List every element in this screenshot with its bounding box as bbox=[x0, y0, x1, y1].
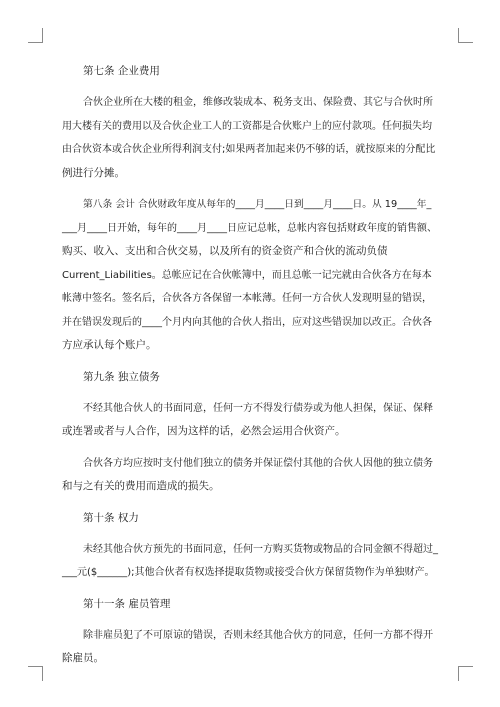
paragraph-line: 购买、收入、支出和合伙交易，以及所有的资金资产和合伙的流动负债 bbox=[62, 245, 388, 257]
section-heading: 第十一条 雇员管理 bbox=[83, 597, 171, 610]
section-heading: 第七条 企业费用 bbox=[83, 65, 160, 77]
paragraph-line: 帐薄中签名。签名后，合伙各方各保留一本帐薄。任何一方合伙人发现明显的错误， bbox=[62, 293, 432, 304]
paragraph-line: 除非雇员犯了不可原谅的错误，否则未经其他合伙方的同意，任何一方都不得开 bbox=[83, 629, 433, 641]
paragraph-line: 合伙企业所在大楼的租金，维修改装成本、税务支出、保险费、其它与合伙时所 bbox=[83, 97, 433, 108]
crop-mark-top-right bbox=[458, 28, 473, 43]
document-body bbox=[62, 60, 438, 671]
paragraph-line: 由合伙资本或合伙企业所得利润支付;如果两者加起来仍不够的话，就按原来的分配比 bbox=[62, 144, 436, 155]
paragraph-line: 或连署或者与人合作，因为这样的话，必然会运用合伙资产。 bbox=[62, 425, 346, 437]
crop-mark-bottom-right bbox=[458, 666, 473, 681]
paragraph-line: 用大楼有关的费用以及合伙企业工人的工资都是合伙账户上的应付款项。任何损失均 bbox=[62, 120, 432, 132]
paragraph-line: 除雇员。 bbox=[62, 652, 104, 664]
paragraph-line: 合伙各方均应按时支付他们独立的债务并保证偿付其他的合伙人因他的独立债务 bbox=[83, 457, 433, 469]
crop-mark-top-left bbox=[28, 28, 43, 43]
crop-mark-bottom-left bbox=[28, 666, 43, 681]
paragraph-line: 例进行分摊。 bbox=[62, 166, 125, 179]
paragraph-line: Current_Liabilities。总帐应记在合伙帐簿中，而且总帐一记完就由合伙各方在每本 bbox=[62, 269, 432, 281]
paragraph-line: 第八条 会计 合伙财政年度从每年的____月____日到____月____日。从 19____年_ bbox=[83, 199, 432, 210]
paragraph-line: 并在错误发现后的____个月内向其他的合伙人指出，应对这些错误加以改正。合伙各 bbox=[62, 316, 432, 328]
paragraph-line: ___元($______);其他合伙者有权选择提取货物或接受合伙方保留货物作为单独财产。 bbox=[62, 567, 435, 578]
section-heading: 第十条 权力 bbox=[83, 511, 139, 524]
paragraph-line: 方应承认每个账户。 bbox=[62, 339, 157, 351]
section-heading: 第九条 独立债务 bbox=[83, 370, 160, 383]
paragraph-line: 和与之有关的费用而造成的损失。 bbox=[62, 480, 220, 492]
paragraph-line: 未经其他合伙方预先的书面同意，任何一方购买货物或物品的合同金额不得超过_ bbox=[83, 543, 438, 555]
paragraph-line: 不经其他合伙人的书面同意，任何一方不得发行债券或为他人担保，保证、保释 bbox=[83, 402, 433, 414]
paragraph-line: ___月____日开始，每年的____月____日应记总帐，总帐内容包括财政年度的销售额、 bbox=[62, 222, 437, 234]
